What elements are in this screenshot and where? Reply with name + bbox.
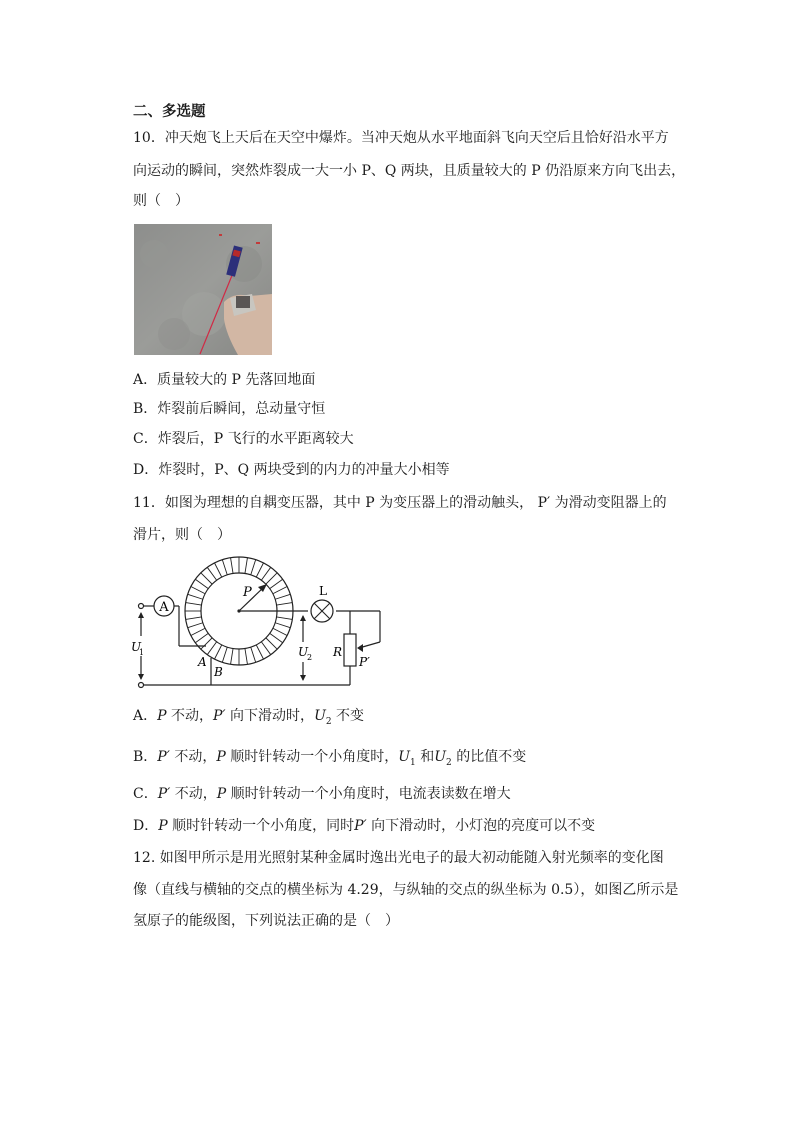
q10-option-d: D．炸裂时，P、Q 两块受到的内力的冲量大小相等: [133, 462, 450, 478]
q10-option-b: B．炸裂前后瞬间，总动量守恒: [133, 401, 326, 417]
toroid-winding: [261, 567, 270, 580]
toroid-winding: [275, 594, 290, 599]
section-title: 二、多选题: [133, 103, 206, 120]
q11-option-b: B．P′ 不动，P 顺时针转动一个小角度时，$U_1$ 和$U_2$ 的比值不变: [133, 749, 527, 768]
terminal-b-label: B: [214, 665, 223, 679]
toroid-winding: [270, 579, 283, 588]
toroid-winding: [207, 642, 216, 655]
u1-label: U: [131, 640, 142, 654]
toroid-winding: [273, 628, 287, 635]
slider-p-label: P: [243, 585, 252, 600]
toroid-winding: [245, 649, 248, 665]
toroid-winding: [214, 645, 221, 659]
toroid-winding: [222, 647, 227, 662]
toroid-winding: [214, 563, 221, 577]
firecracker-photo: [134, 224, 272, 355]
u2-label: U: [298, 645, 309, 659]
q12-stem-line-2: 像（直线与横轴的交点的横坐标为 4.29，与纵轴的交点的纵坐标为 0.5），如图乙所示是: [133, 882, 679, 898]
toroid-winding: [251, 647, 256, 662]
toroid-winding: [201, 638, 212, 649]
q12-stem-line-3: 氢原子的能级图，下列说法正确的是（ ）: [133, 913, 399, 929]
autotransformer-circuit-diagram: [128, 556, 398, 696]
toroid-winding: [191, 628, 205, 635]
toroid-winding: [251, 560, 256, 575]
q11-option-d: D．P 顺时针转动一个小角度，同时P′ 向下滑动时，小灯泡的亮度可以不变: [133, 818, 596, 834]
terminal-a-label: A: [198, 655, 207, 669]
toroid-winding: [266, 638, 277, 649]
ammeter-label: A: [159, 600, 169, 615]
toroid-winding: [188, 594, 203, 599]
q10-stem-line-1: 10．冲天炮飞上天后在天空中爆炸。当冲天炮从水平地面斜飞向天空后且恰好沿水平方: [133, 130, 669, 146]
slider-p-prime-label: P′: [359, 655, 370, 669]
toroid-winding: [186, 617, 202, 620]
toroid-winding: [186, 603, 202, 606]
toroid-winding: [275, 623, 290, 628]
toroid-winding: [266, 573, 277, 584]
toroid-winding: [195, 579, 208, 588]
toroid-winding: [188, 623, 203, 628]
q10-stem-line-2: 向运动的瞬间，突然炸裂成一大一小 P、Q 两块，且质量较大的 P 仍沿原来方向飞出去，: [133, 163, 686, 179]
u1-subscript: 1: [139, 648, 145, 657]
toroid-winding: [222, 560, 227, 575]
q10-option-c: C．炸裂后，P 飞行的水平距离较大: [133, 431, 354, 447]
toroid-winding: [256, 563, 263, 577]
toroid-winding: [270, 633, 283, 642]
q11-stem-line-1: 11．如图为理想的自耦变压器，其中 P 为变压器上的滑动触头， P′ 为滑动变阻器上的: [133, 495, 667, 511]
u2-subscript: 2: [307, 653, 313, 662]
toroid-winding: [277, 603, 293, 606]
toroid-winding: [277, 617, 293, 620]
toroid-winding: [231, 649, 234, 665]
toroid-winding: [256, 645, 263, 659]
toroid-winding: [261, 642, 270, 655]
toroid-winding: [207, 567, 216, 580]
q10-option-a: A．质量较大的 P 先落回地面: [133, 372, 316, 388]
q11-option-c: C．P′ 不动，P 顺时针转动一个小角度时，电流表读数在增大: [133, 786, 511, 802]
toroid-winding: [245, 558, 248, 574]
toroid-winding: [231, 558, 234, 574]
toroid-winding: [273, 586, 287, 593]
q11-stem-line-2: 滑片，则（ ）: [133, 527, 231, 543]
q12-stem-line-1: 12. 如图甲所示是用光照射某种金属时逸出光电子的最大初动能随入射光频率的变化图: [133, 850, 664, 866]
lamp-label: L: [319, 584, 327, 598]
resistor-label: R: [333, 645, 343, 659]
q10-stem-line-3: 则（ ）: [133, 193, 189, 209]
toroid-winding: [201, 573, 212, 584]
q11-option-a: A．P 不动，P′ 向下滑动时，$U_2$ 不变: [133, 708, 365, 727]
toroid-winding: [191, 586, 205, 593]
toroid-winding: [195, 633, 208, 642]
